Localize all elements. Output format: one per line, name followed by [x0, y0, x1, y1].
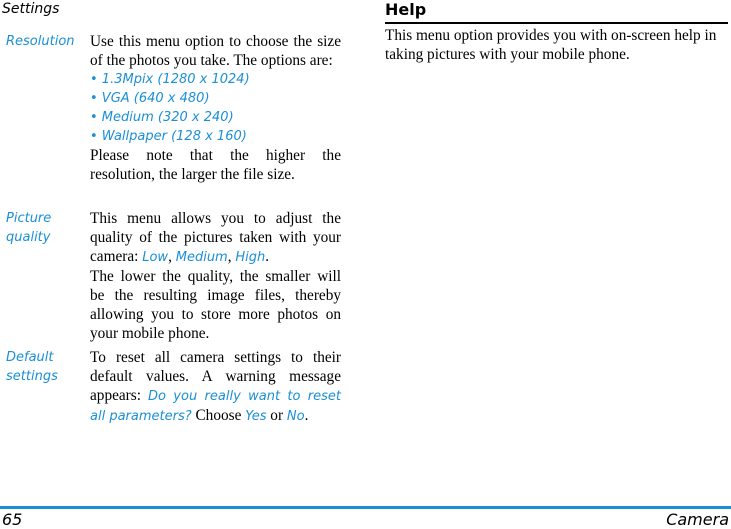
separator: ,: [168, 248, 176, 265]
separator: ,: [227, 248, 236, 265]
picture-quality-description: [90, 209, 341, 343]
resolution-intro: Use this menu option to choose the size of the photos you take. The options are:: [90, 33, 341, 69]
choose-text: Choose: [191, 407, 246, 424]
resolution-option: • Wallpaper (128 x 160): [90, 129, 247, 144]
resolution-term: Resolution: [6, 34, 75, 49]
section-title: Settings: [2, 1, 60, 17]
footer-divider: [0, 506, 731, 509]
resolution-description: [90, 32, 341, 184]
resolution-entry: [0, 32, 344, 202]
quality-medium: Medium: [175, 250, 228, 265]
picture-quality-entry: [0, 209, 344, 344]
heading-divider: [385, 22, 728, 24]
resolution-option: • VGA (640 x 480): [90, 91, 210, 106]
warning-message: Do you really want to reset all parameters?: [90, 389, 341, 424]
default-settings-intro: To reset all camera settings to their default values. A warning message appears:: [90, 349, 341, 404]
period: .: [304, 407, 309, 424]
picture-quality-term: Picture quality: [6, 211, 52, 245]
chapter-name: Camera: [666, 510, 729, 529]
resolution-note: Please note that the higher the resolution, the larger the file size.: [90, 147, 341, 183]
period: .: [265, 248, 270, 265]
default-settings-description: [90, 348, 341, 426]
quality-high: High: [235, 250, 266, 265]
page-number: 65: [2, 510, 23, 529]
no-option: No: [286, 409, 305, 424]
picture-quality-intro: [90, 209, 341, 267]
picture-quality-intro-text: This menu allows you to adjust the quality of the pictures taken with your camera:: [90, 210, 341, 265]
yes-option: Yes: [245, 409, 267, 424]
default-settings-term: Default settings: [6, 350, 58, 384]
quality-low: Low: [142, 250, 169, 265]
picture-quality-note: The lower the quality, the smaller will be the resulting image files, thereby allowing you to store more photos on your mobile phone.: [90, 268, 341, 342]
resolution-option: • 1.3Mpix (1280 x 1024): [90, 72, 250, 87]
or-text: or: [266, 407, 287, 424]
default-settings-entry: [0, 348, 344, 428]
help-body: This menu option provides you with on-screen help in taking pictures with your mobile phone.: [385, 27, 717, 63]
help-heading: Help: [385, 0, 427, 19]
resolution-option: • Medium (320 x 240): [90, 110, 234, 125]
